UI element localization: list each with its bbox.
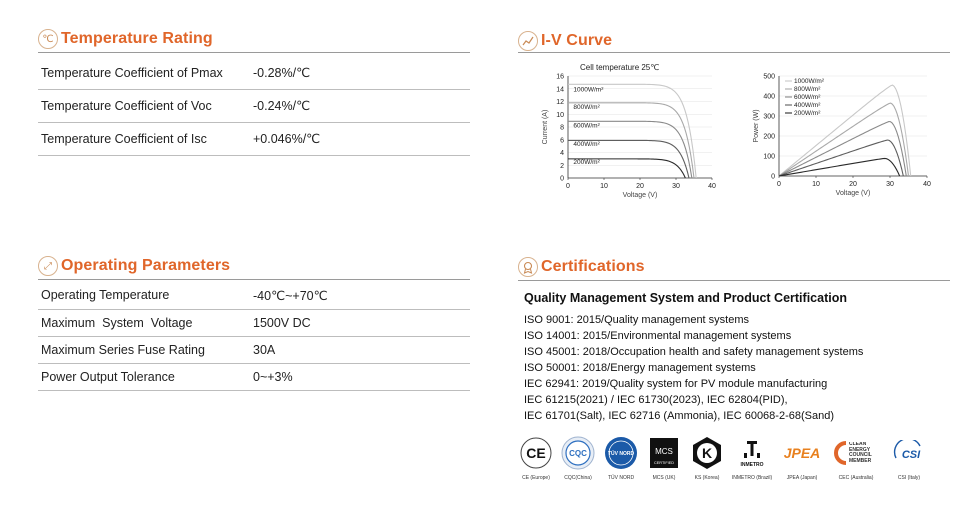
section-divider	[38, 52, 470, 53]
table-row	[38, 309, 470, 336]
line-chart-icon	[518, 31, 538, 51]
expand-arrows-icon: ⤢	[38, 256, 58, 276]
series-line	[568, 121, 692, 178]
tuv-nord-logo	[599, 436, 643, 481]
operating-parameters-header	[38, 253, 230, 279]
cert-logos	[518, 436, 928, 486]
logo-caption: TÜV NORD	[607, 475, 635, 481]
iv-chart	[537, 60, 727, 205]
cert-list	[524, 312, 863, 424]
spec-value: -40℃~+70℃	[250, 282, 470, 309]
y-axis-label: Current (A)	[542, 109, 549, 145]
cec-logo: CLEAN ENERGY COUNCIL MEMBER CEC (Australia)	[834, 436, 878, 481]
series-label: 800W/m²	[573, 104, 600, 112]
y-tick-label: 14	[556, 86, 564, 94]
spec-value: 30A	[250, 336, 470, 363]
svg-text:CERTIFIED: CERTIFIED	[654, 461, 674, 465]
spec-value: -0.28%/℃	[250, 57, 470, 89]
cert-subtitle: Quality Management System and Product Certification	[524, 291, 847, 305]
spec-label: Maximum System Voltage	[38, 309, 250, 336]
thermometer-icon: ℃	[38, 29, 58, 49]
spec-label: Temperature Coefficient of Pmax	[38, 57, 250, 89]
section-title: Temperature Rating	[61, 30, 213, 47]
jpea-logo	[780, 436, 824, 481]
logo-caption: JPEA (Japan)	[786, 475, 818, 481]
iv-curve-header	[518, 28, 612, 54]
mcs-logo	[642, 436, 686, 481]
logo-caption: MCS (UK)	[652, 475, 676, 481]
list-item: IEC 61215(2021) / IEC 61730(2023), IEC 62804(PID),	[524, 394, 788, 406]
x-tick-label: 30	[672, 183, 680, 190]
table-row	[38, 89, 470, 122]
temperature-table	[38, 57, 470, 156]
spec-value: 0~+3%	[250, 363, 470, 390]
list-item: ISO 50001: 2018/Energy management systems	[524, 362, 756, 374]
spec-label: Power Output Tolerance	[38, 363, 250, 390]
operating-table	[38, 282, 470, 391]
csi-logo	[887, 436, 931, 481]
svg-text:CQC: CQC	[569, 449, 587, 458]
section-divider	[38, 279, 470, 280]
y-tick-label: 0	[771, 173, 775, 181]
y-tick-label: 200	[763, 133, 775, 141]
x-tick-label: 20	[849, 181, 857, 188]
y-tick-label: 10	[556, 111, 564, 119]
table-row	[38, 282, 470, 309]
logo-caption: CE (Europe)	[522, 475, 550, 481]
list-item: IEC 62941: 2019/Quality system for PV module manufacturing	[524, 378, 828, 390]
svg-text:TÜV NORD: TÜV NORD	[607, 451, 635, 457]
svg-text:CE: CE	[526, 445, 546, 461]
y-tick-label: 400	[763, 93, 775, 101]
y-axis-label: Power (W)	[753, 109, 760, 143]
logo-caption: CSI (Italy)	[897, 475, 921, 481]
spec-value: +0.046%/℃	[250, 122, 470, 155]
x-tick-label: 0	[777, 181, 781, 188]
table-row	[38, 336, 470, 363]
cqc-logo	[556, 436, 600, 481]
cell-temperature-label: Cell temperature 25℃	[580, 63, 660, 72]
series-label: 600W/m²	[573, 122, 600, 130]
table-row	[38, 57, 470, 89]
series-line	[779, 122, 906, 176]
spec-value: 1500V DC	[250, 309, 470, 336]
x-tick-label: 10	[600, 183, 608, 190]
table-row	[38, 363, 470, 390]
svg-text:CSI: CSI	[901, 449, 921, 461]
y-tick-label: 100	[763, 153, 775, 161]
svg-text:MCS: MCS	[655, 447, 673, 456]
series-label: 400W/m²	[573, 141, 600, 149]
ce-logo	[514, 436, 558, 481]
y-tick-label: 16	[556, 73, 564, 81]
list-item: ISO 14001: 2015/Environmental management systems	[524, 330, 792, 342]
logo-caption: CEC (Australia)	[838, 475, 874, 481]
inmetro-logo	[730, 436, 774, 481]
logo-caption: CQC(China)	[564, 475, 592, 481]
x-tick-label: 10	[812, 181, 820, 188]
y-tick-label: 2	[560, 162, 564, 170]
y-tick-label: 12	[556, 99, 564, 106]
section-title: Certifications	[541, 258, 645, 275]
list-item: ISO 45001: 2018/Occupation health and safety management systems	[524, 346, 864, 358]
spec-label: Maximum Series Fuse Rating	[38, 336, 250, 363]
spec-label: Operating Temperature	[38, 282, 250, 309]
spec-label: Temperature Coefficient of Isc	[38, 122, 250, 155]
legend-label: 200W/m²	[794, 110, 821, 117]
x-axis-label: Voltage (V)	[622, 192, 658, 199]
temperature-rating-header	[38, 26, 213, 52]
x-tick-label: 0	[566, 183, 570, 190]
x-tick-label: 40	[708, 183, 716, 190]
y-tick-label: 8	[560, 124, 564, 132]
y-tick-label: 0	[560, 175, 564, 183]
award-ribbon-icon	[518, 257, 538, 277]
section-title: I-V Curve	[541, 32, 613, 49]
svg-text:INMETRO: INMETRO	[740, 462, 764, 468]
x-tick-label: 40	[923, 181, 931, 188]
series-label: 200W/m²	[573, 158, 600, 166]
certifications-header	[518, 254, 645, 280]
spec-label: Temperature Coefficient of Voc	[38, 89, 250, 122]
legend-label: 400W/m²	[794, 102, 821, 109]
logo-caption: KS (Korea)	[694, 475, 720, 481]
list-item: IEC 61701(Salt), IEC 62716 (Ammonia), IEC 60068-2-68(Sand)	[524, 410, 834, 422]
section-divider	[518, 280, 950, 281]
section-title: Operating Parameters	[61, 257, 231, 274]
table-row	[38, 122, 470, 155]
spec-value: -0.24%/℃	[250, 89, 470, 122]
series-label: 1000W/m²	[573, 86, 604, 94]
legend-label: 800W/m²	[794, 86, 821, 93]
svg-text:JPEA: JPEA	[783, 445, 821, 461]
y-tick-label: 4	[560, 150, 564, 157]
x-tick-label: 30	[886, 181, 894, 188]
legend-label: 600W/m²	[794, 94, 821, 101]
y-tick-label: 300	[763, 113, 775, 121]
svg-text:K: K	[701, 445, 713, 461]
section-divider	[518, 52, 950, 53]
ks-logo	[685, 436, 729, 481]
x-tick-label: 20	[636, 183, 644, 190]
y-tick-label: 6	[560, 137, 564, 145]
x-axis-label: Voltage (V)	[835, 190, 871, 197]
list-item: ISO 9001: 2015/Quality management systems	[524, 314, 750, 326]
legend-label: 1000W/m²	[794, 78, 824, 85]
pv-chart	[745, 65, 945, 210]
logo-caption: INMETRO (Brazil)	[731, 475, 773, 481]
y-tick-label: 500	[763, 73, 775, 81]
